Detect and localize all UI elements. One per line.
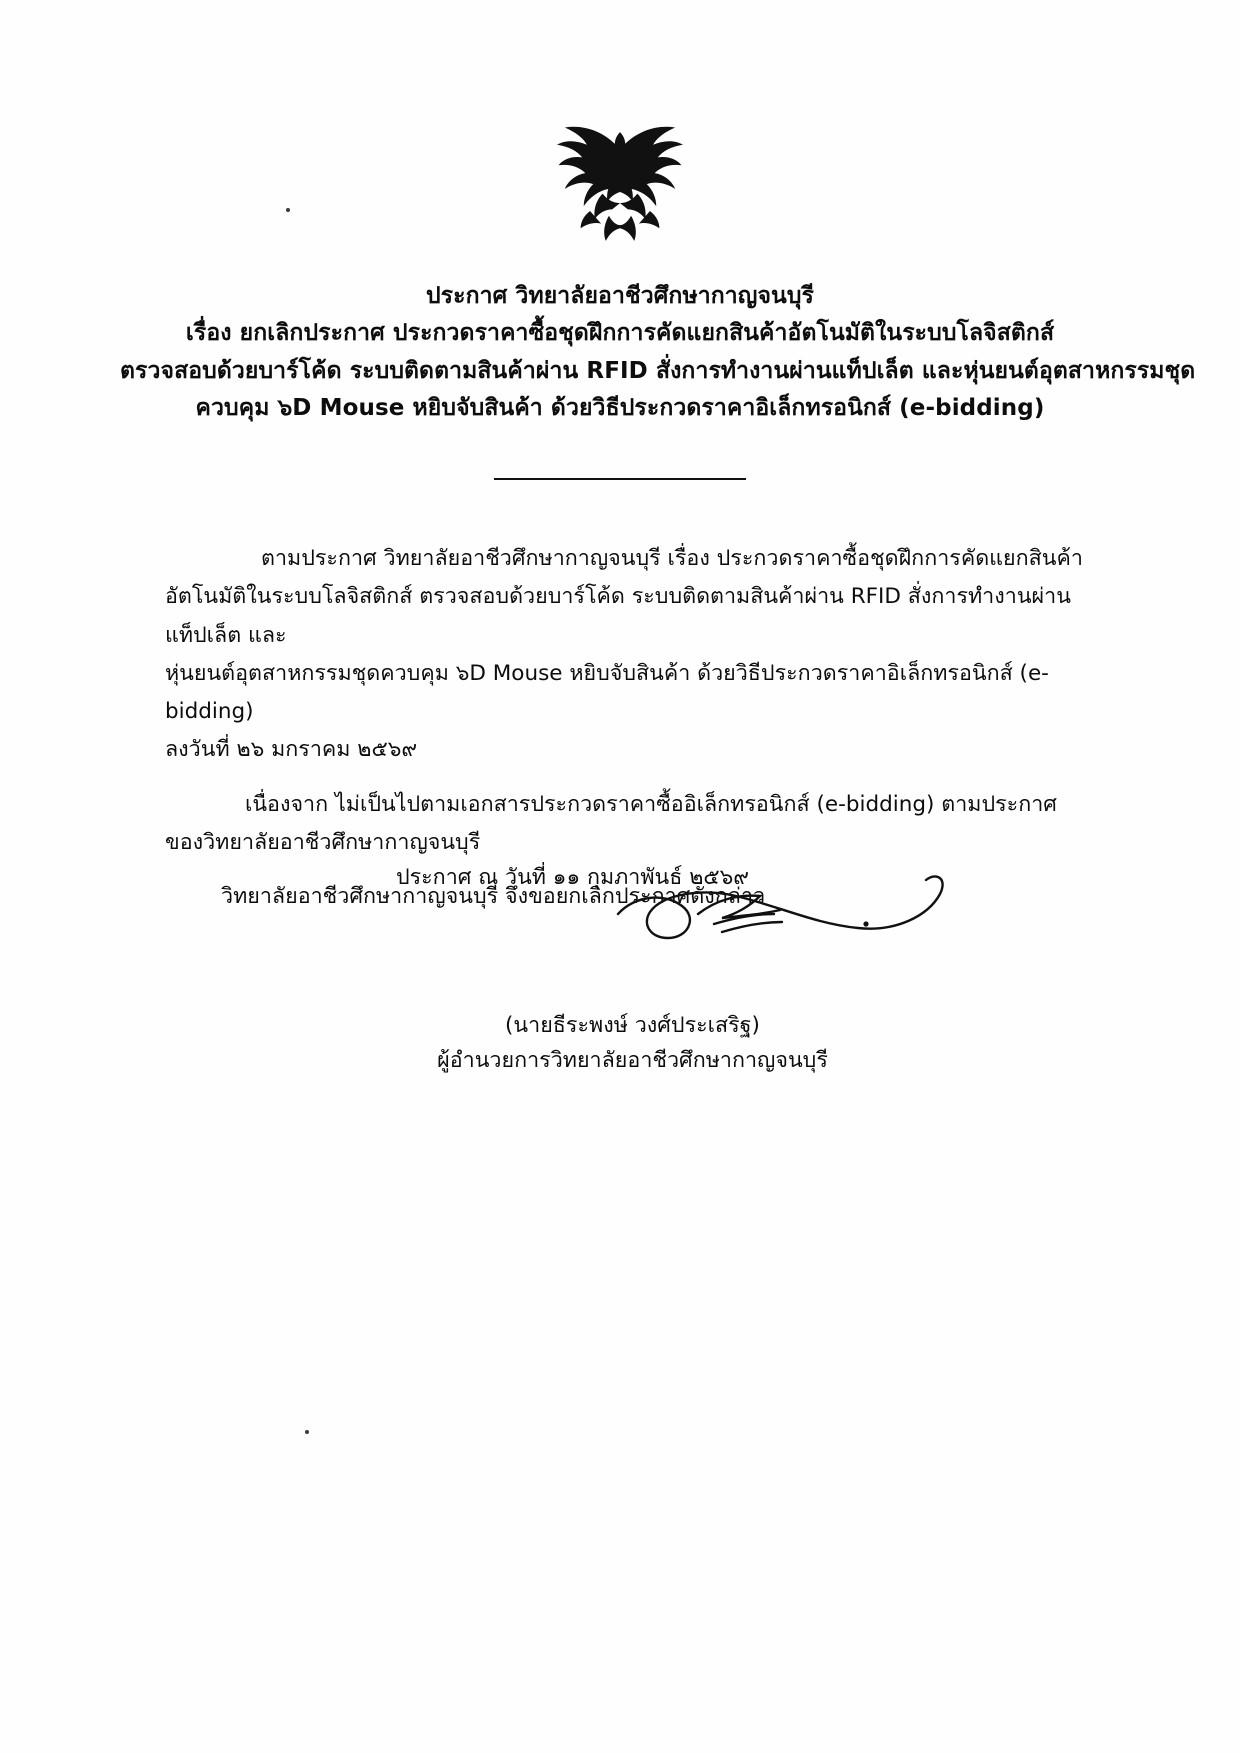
heading-line-4: ควบคุม ๖D Mouse หยิบจับสินค้า ด้วยวิธีประกวดราคาอิเล็กทรอนิกส์ (e-bidding) <box>195 394 1045 421</box>
emblem-container <box>0 118 1240 248</box>
paragraph-2-line-1: เนื่องจาก ไม่เป็นไปตามเอกสารประกวดราคาซื้ออิเล็กทรอนิกส์ (e-bidding) ตามประกาศ <box>245 791 1057 817</box>
signature-mark <box>610 870 990 1000</box>
document-heading <box>120 278 1196 427</box>
heading-line-3: ตรวจสอบด้วยบาร์โค้ด ระบบติดตามสินค้าผ่าน RFID สั่งการทำงานผ่านแท็ปเล็ต และหุ่นยนต์อุตสาหกรรมชุด <box>120 357 1196 384</box>
paragraph-1 <box>165 540 1085 770</box>
paragraph-2-line-2: ของวิทยาลัยอาชีวศึกษากาญจนบุรี <box>165 829 481 855</box>
garuda-emblem-icon <box>540 118 700 248</box>
heading-divider <box>494 478 746 480</box>
paragraph-1-line-1: ตามประกาศ วิทยาลัยอาชีวศึกษากาญจนบุรี เรื่อง ประกวดราคาซื้อชุดฝึกการคัดแยกสินค้า <box>261 546 1083 571</box>
scan-speck-bottom-left <box>305 1430 309 1434</box>
paragraph-3-line-1: วิทยาลัยอาชีวศึกษากาญจนบุรี จึงขอยกเลิกประกาศดังกล่าว <box>221 884 766 910</box>
heading-line-2: เรื่อง ยกเลิกประกาศ ประกวดราคาซื้อชุดฝึกการคัดแยกสินค้าอัตโนมัติในระบบโลจิสติกส์ <box>185 320 1055 347</box>
heading-line-1: ประกาศ วิทยาลัยอาชีวศึกษากาญจนบุรี <box>425 283 815 309</box>
paragraph-1-line-4: ลงวันที่ ๒๖ มกราคม ๒๕๖๙ <box>165 737 418 763</box>
signer-title: ผู้อำนวยการวิทยาลัยอาชีวศึกษากาญจนบุรี <box>437 1048 828 1073</box>
paragraph-1-line-3: หุ่นยนต์อุตสาหกรรมชุดควบคุม ๖D Mouse หยิบจับสินค้า ด้วยวิธีประกวดราคาอิเล็กทรอนิกส์ (e-bidding) <box>165 660 1049 725</box>
paragraph-1-line-2: อัตโนมัติในระบบโลจิสติกส์ ตรวจสอบด้วยบาร์โค้ด ระบบติดตามสินค้าผ่าน RFID สั่งการทำงานผ่านแท็ปเล็ต และ <box>165 584 1071 648</box>
paragraph-2 <box>165 786 1085 863</box>
announcement-date: ประกาศ ณ วันที่ ๑๑ กุมภาพันธ์ ๒๕๖๙ <box>395 865 750 890</box>
signer-name: (นายธีระพงษ์ วงศ์ประเสริฐ) <box>505 1013 760 1038</box>
